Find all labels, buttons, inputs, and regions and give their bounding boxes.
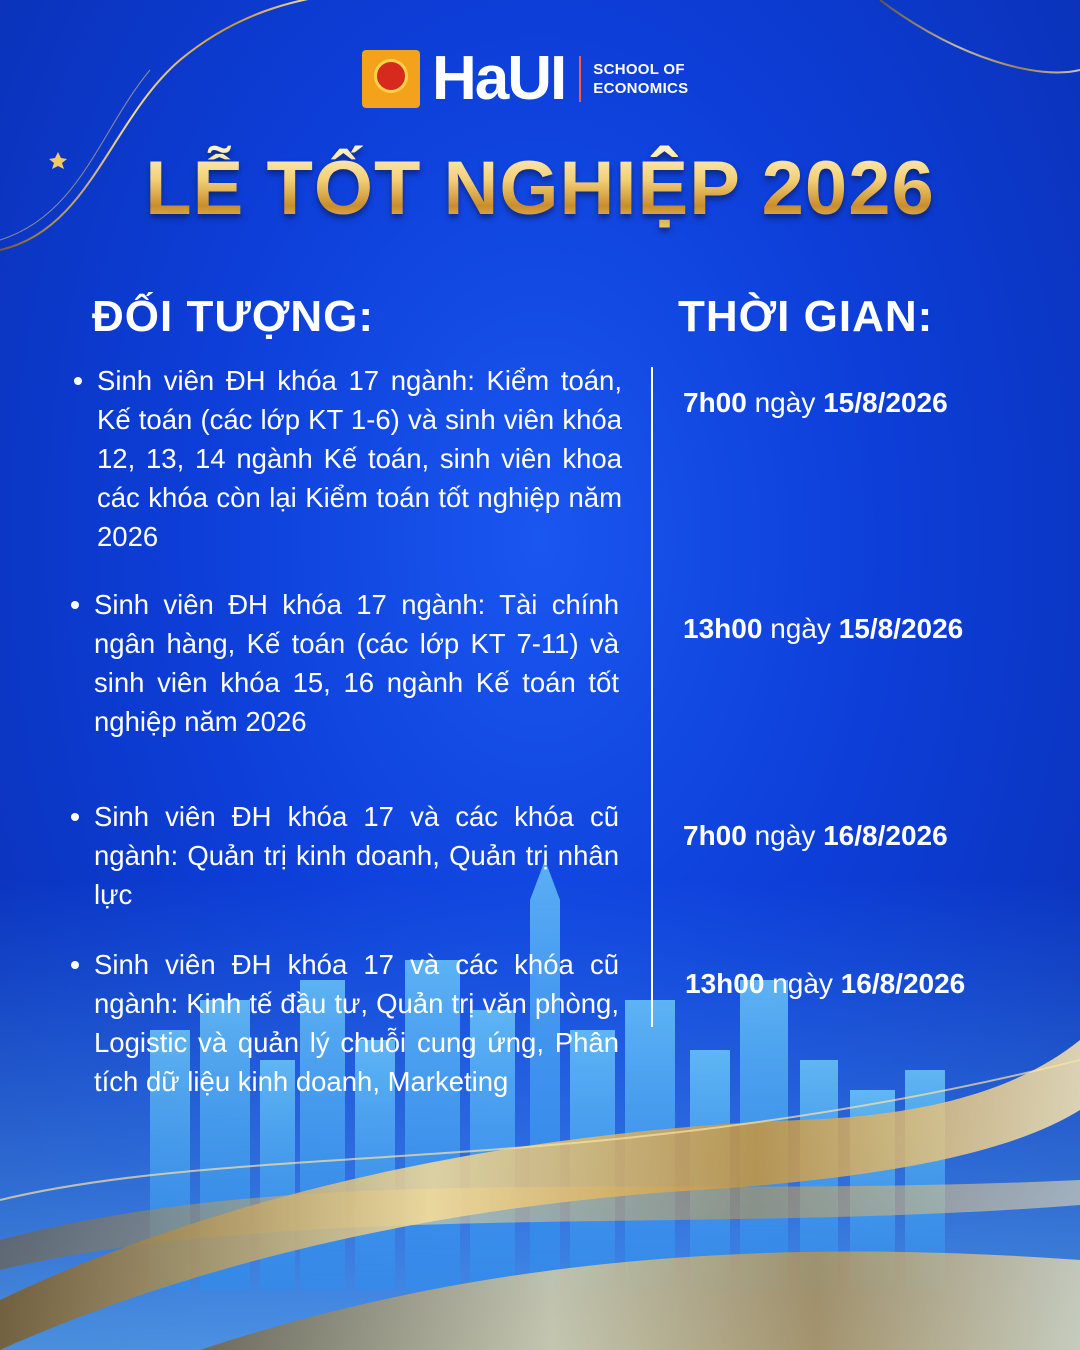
time-entry-4 bbox=[685, 968, 965, 1000]
time-date: 16/8/2026 bbox=[823, 820, 948, 851]
audience-item-3: Sinh viên ĐH khóa 17 và các khóa cũ ngành: Quản trị kinh doanh, Quản trị nhân lực bbox=[94, 797, 619, 914]
time-date: 16/8/2026 bbox=[840, 968, 966, 999]
time-entry-1 bbox=[683, 387, 948, 419]
page-title: LỄ TỐT NGHIỆP 2026 bbox=[0, 145, 1080, 232]
audience-item-2: Sinh viên ĐH khóa 17 ngành: Tài chính ngân hàng, Kế toán (các lớp KT 7-11) và sinh viên khóa 15, 16 ngành Kế toán tốt nghiệp năm 2026 bbox=[94, 585, 619, 741]
column-divider bbox=[651, 367, 653, 1027]
time-heading: THỜI GIAN: bbox=[678, 292, 934, 341]
time-day-word: ngày bbox=[754, 387, 816, 418]
time-day-word: ngày bbox=[754, 820, 816, 851]
brand-subtitle bbox=[593, 60, 688, 98]
time-entry-3 bbox=[683, 820, 948, 852]
brand-subtitle-line2: ECONOMICS bbox=[593, 80, 689, 97]
brand-subtitle-line1: SCHOOL OF bbox=[593, 61, 685, 78]
time-hour: 13h00 bbox=[683, 613, 763, 644]
audience-item-4: Sinh viên ĐH khóa 17 và các khóa cũ ngành: Kinh tế đầu tư, Quản trị văn phòng, Logistic và quản lý chuỗi cung ứng, Phân tích dữ liệu kinh doanh, Marketing bbox=[94, 945, 619, 1101]
university-emblem-icon bbox=[362, 50, 420, 108]
time-date: 15/8/2026 bbox=[823, 387, 948, 418]
time-hour: 13h00 bbox=[685, 968, 765, 999]
time-hour: 7h00 bbox=[683, 387, 747, 418]
logo-header bbox=[362, 44, 689, 113]
brand-divider bbox=[579, 56, 581, 102]
time-day-word: ngày bbox=[770, 613, 831, 644]
time-date: 15/8/2026 bbox=[838, 613, 964, 644]
time-day-word: ngày bbox=[772, 968, 833, 999]
brand-name: HaUI bbox=[432, 44, 566, 113]
time-hour: 7h00 bbox=[683, 820, 747, 851]
audience-item-1: Sinh viên ĐH khóa 17 ngành: Kiểm toán, Kế toán (các lớp KT 1-6) và sinh viên khóa 12, 13, 14 ngành Kế toán, sinh viên khoa các khóa còn lại Kiểm toán tốt nghiệp năm 2026 bbox=[97, 361, 622, 556]
time-entry-2 bbox=[683, 613, 963, 645]
audience-heading: ĐỐI TƯỢNG: bbox=[92, 292, 375, 341]
